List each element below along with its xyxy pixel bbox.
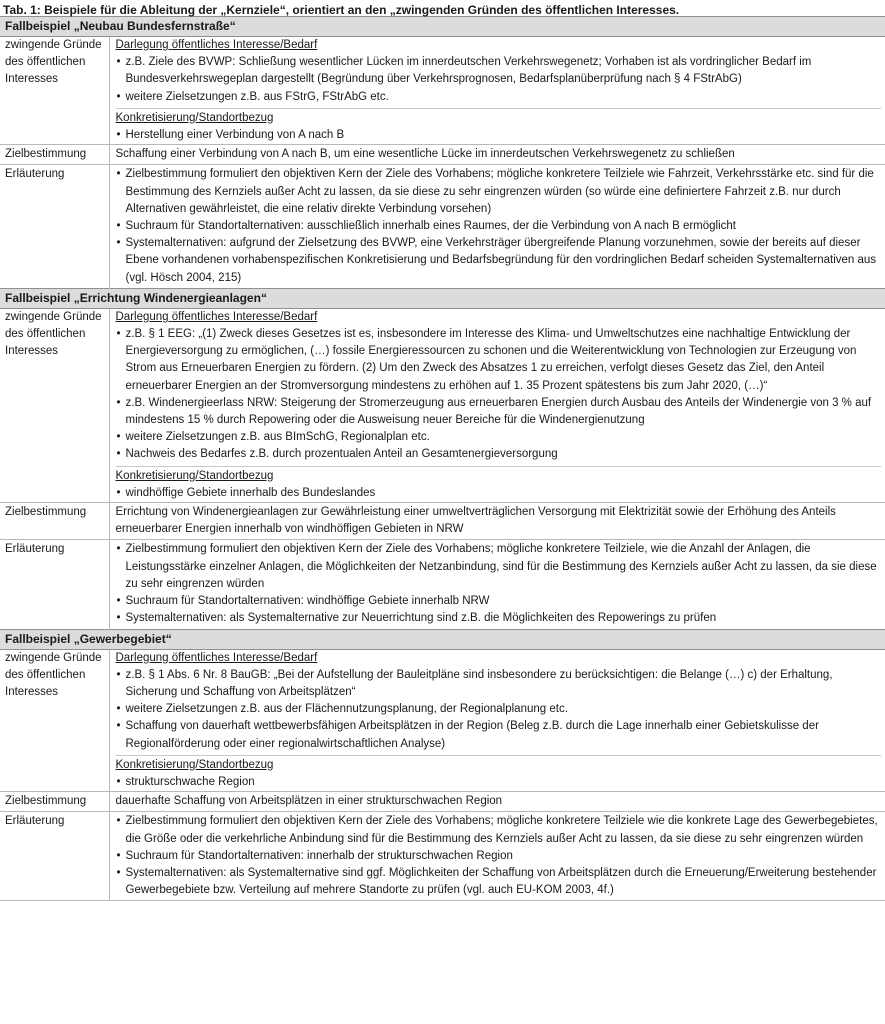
kernziele-table (0, 16, 885, 901)
darlegung-heading: Darlegung öffentliches Interesse/Bedarf (115, 310, 318, 323)
list-item: • strukturschwache Region (116, 774, 882, 791)
table-row (0, 165, 885, 288)
list-item: • z.B. § 1 Abs. 6 Nr. 8 BauGB: „Bei der Aufstellung der Bauleitpläne sind insbesondere zu berücksichtigen: die Belange (…) c) der Erhaltung, Sicherung und Schaffung von Arbeitsplätzen“ (116, 667, 882, 701)
erlaeuterung-cell (109, 540, 885, 629)
list-item: • windhöffige Gebiete innerhalb des Bundeslandes (116, 485, 882, 502)
darlegung-heading: Darlegung öffentliches Interesse/Bedarf (115, 39, 318, 51)
table-row (0, 792, 885, 812)
erlaeuterung-list (116, 166, 882, 286)
row-label-erlaeuterung: Erläuterung (0, 540, 109, 629)
row-label-erlaeuterung: Erläuterung (0, 812, 109, 901)
interesse-cell (109, 37, 885, 145)
list-item: • Zielbestimmung formuliert den objektiven Kern der Ziele des Vorhabens; mögliche konkretere Teilziele wie Fahrzeit, Verkehrsstärke etc. sind für die Bestimmung des Kernziels außer Acht zu lassen, da sie diese zu sehr eingrenzen würden (so würde eine definiertere Fahrzeit z.B. nur durch Alternativen gewährleistet, die eine relativ direkte Verbindung vorsehen) (116, 166, 882, 218)
row-label-zwingende: zwingende Gründe des öffentlichen Interesses (0, 649, 109, 792)
case-header-row (0, 629, 885, 649)
row-label-zwingende: zwingende Gründe des öffentlichen Interesses (0, 37, 109, 145)
darlegung-block (116, 309, 882, 464)
darlegung-block (116, 37, 882, 106)
konkretisierung-heading: Konkretisierung/Standortbezug (115, 111, 274, 124)
list-item: • Systemalternativen: als Systemalternative zur Neuerrichtung sind z.B. die Möglichkeiten des Repowerings zu prüfen (116, 610, 882, 627)
zielbestimmung-text: Schaffung einer Verbindung von A nach B, um eine wesentliche Lücke im innerdeutschen Verkehrswegenetz zu schließen (109, 145, 885, 165)
list-item: • Schaffung von dauerhaft wettbewerbsfähigen Arbeitsplätzen in der Region (Beleg z.B. durch die Lage innerhalb einer Gebietskulisse der Regionalförderung oder einer regionalwirtschaftlichen Analyse) (116, 718, 882, 752)
row-label-zwingende: zwingende Gründe des öffentlichen Interesses (0, 308, 109, 502)
darlegung-heading: Darlegung öffentliches Interesse/Bedarf (115, 651, 318, 664)
konkretisierung-block (116, 108, 882, 144)
list-item: • Suchraum für Standortalternativen: innerhalb der strukturschwachen Region (116, 848, 882, 865)
table-row (0, 812, 885, 901)
table-caption: Tab. 1: Beispiele für die Ableitung der „Kernziele“, orientiert an den „zwingenden Gründen des öffentlichen Interesses. (3, 3, 680, 17)
case-header-row (0, 17, 885, 37)
darlegung-list (116, 54, 882, 106)
zielbestimmung-text: Errichtung von Windenergieanlagen zur Gewährleistung einer umweltverträglichen Versorgung mit Elektrizität sowie der Erhöhung des Anteils erneuerbarer Energien innerhalb von windhöffigen Gebieten in NRW (109, 503, 885, 540)
list-item: • z.B. Windenergieerlass NRW: Steigerung der Stromerzeugung aus erneuerbaren Energien durch Ausbau des Anteils der Windenergie von 3 % auf mindestens 15 % durch Repowering oder die Ausweisung neuer Bereiche für die Windenergienutzung (116, 395, 882, 429)
konkretisierung-list (116, 485, 882, 502)
list-item: • Systemalternativen: als Systemalternative sind ggf. Möglichkeiten der Schaffung von Arbeitsplätzen durch die Erneuerung/Erweiterung bestehender Gewerbegebiete bzw. Verteilung auf mehrere Standorte zu prüfen (vgl. auch EU-KOM 2003, 4f.) (116, 865, 882, 899)
case-title: Fallbeispiel „Gewerbegebiet“ (0, 629, 885, 649)
case-header-row (0, 288, 885, 308)
list-item: • z.B. § 1 EEG: „(1) Zweck dieses Gesetzes ist es, insbesondere im Interesse des Klima- und Umweltschutzes eine nachhaltige Entwicklung der Energieversorgung zu ermöglichen, (…) fossile Energieressourcen zu schonen und die Weiterentwicklung von Technologien zur Erzeugung von Strom aus Erneuerbaren Energien zu fördern. (2) Um den Zweck des Absatzes 1 zu erreichen, verfolgt dieses Gesetz das Ziel, den Anteil erneuerbarer Energien an der Stromversorgung mindestens zu erhöhen auf 1. 35 Prozent spätestens bis zum Jahr 2020, (…)“ (116, 326, 882, 395)
list-item: • Suchraum für Standortalternativen: windhöffige Gebiete innerhalb NRW (116, 593, 882, 610)
table-row (0, 540, 885, 629)
table-row (0, 503, 885, 540)
list-item: • weitere Zielsetzungen z.B. aus der Flächennutzungsplanung, der Regionalplanung etc. (116, 701, 882, 718)
list-item: • weitere Zielsetzungen z.B. aus BImSchG, Regionalplan etc. (116, 429, 882, 446)
list-item: • weitere Zielsetzungen z.B. aus FStrG, FStrAbG etc. (116, 89, 882, 106)
list-item: • Suchraum für Standortalternativen: ausschließlich innerhalb eines Raumes, der die Verbindung von A nach B ermöglicht (116, 218, 882, 235)
table-row (0, 649, 885, 792)
case-title: Fallbeispiel „Neubau Bundesfernstraße“ (0, 17, 885, 37)
interesse-cell (109, 308, 885, 502)
darlegung-block (116, 650, 882, 753)
konkretisierung-block (116, 466, 882, 502)
list-item: • Zielbestimmung formuliert den objektiven Kern der Ziele des Vorhabens; mögliche konkretere Teilziele wie die konkrete Lage des Gewerbegebietes, die Größe oder die verkehrliche Anbindung sind für die Bestimmung des Kernziels außer Acht zu lassen, da sie diese zu sehr eingrenzen würden (116, 813, 882, 847)
table-row (0, 145, 885, 165)
list-item: • Zielbestimmung formuliert den objektiven Kern der Ziele des Vorhabens; mögliche konkretere Teilziele, wie die Anzahl der Anlagen, die Leistungsstärke einzelner Anlagen, die Möglichkeiten der Netzanbindung, sind für die Bestimmung des Kernziels außer Acht zu lassen, da sie diese zu sehr eingrenzen würden (116, 541, 882, 593)
erlaeuterung-cell (109, 812, 885, 901)
darlegung-list (116, 326, 882, 464)
darlegung-list (116, 667, 882, 753)
erlaeuterung-list (116, 541, 882, 627)
table-row (0, 308, 885, 502)
list-item: • Nachweis des Bedarfes z.B. durch prozentualen Anteil an Gesamtenergieversorgung (116, 446, 882, 463)
table-row (0, 37, 885, 145)
list-item: • Systemalternativen: aufgrund der Zielsetzung des BVWP, eine Verkehrsträger übergreifende Planung vorzunehmen, sowie der bereits auf dieser Ebene vorhandenen vorhabenspezifischen Konkretisierung und Bedarfsbegründung für den vordringlichen Bedarf scheiden Systemalternativen aus (vgl. Hösch 2004, 215) (116, 235, 882, 287)
row-label-zielbestimmung: Zielbestimmung (0, 145, 109, 165)
zielbestimmung-text: dauerhafte Schaffung von Arbeitsplätzen in einer strukturschwachen Region (109, 792, 885, 812)
konkretisierung-list (116, 774, 882, 791)
list-item: • Herstellung einer Verbindung von A nach B (116, 127, 882, 144)
erlaeuterung-cell (109, 165, 885, 288)
interesse-cell (109, 649, 885, 792)
row-label-erlaeuterung: Erläuterung (0, 165, 109, 288)
case-title: Fallbeispiel „Errichtung Windenergieanlagen“ (0, 288, 885, 308)
list-item: • z.B. Ziele des BVWP: Schließung wesentlicher Lücken im innerdeutschen Verkehrswegenetz; Vorhaben ist als vordringlicher Bedarf im Bundesverkehrswegeplan dargestellt (Begründung über Verkehrsprognosen, Bedarfsplanüberprüfung nach § 4 FStrAbG) (116, 54, 882, 88)
row-label-zielbestimmung: Zielbestimmung (0, 792, 109, 812)
konkretisierung-heading: Konkretisierung/Standortbezug (115, 758, 274, 771)
row-label-zielbestimmung: Zielbestimmung (0, 503, 109, 540)
erlaeuterung-list (116, 813, 882, 899)
konkretisierung-block (116, 755, 882, 791)
konkretisierung-list (116, 127, 882, 144)
konkretisierung-heading: Konkretisierung/Standortbezug (115, 469, 274, 482)
